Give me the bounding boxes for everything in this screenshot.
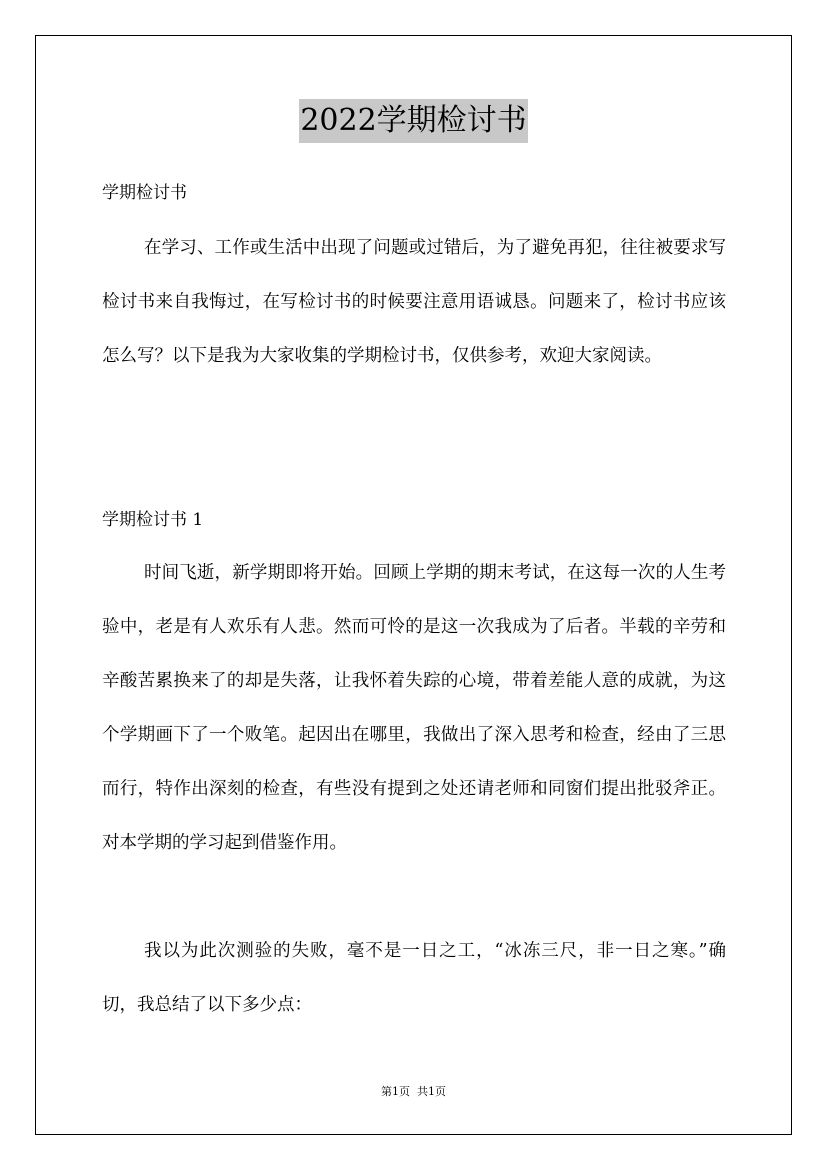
- section-paragraph-1: 时间飞逝，新学期即将开始。回顾上学期的期末考试，在这每一次的人生考验中，老是有人欢乐有人悲。然而可怜的是这一次我成为了后者。半载的辛劳和辛酸苦累换来了的却是失落，让我怀着失踪的心境，带着差能人意的成就，为这个学期画下了一个败笔。起因出在哪里，我做出了深入思考和检查，经由了三思而行，特作出深刻的检查，有些没有提到之处还请老师和同窗们提出批驳斧正。对本学期的学习起到借鉴作用。: [102, 563, 726, 853]
- section-heading: 学期检讨书 1: [102, 510, 204, 530]
- section-paragraph-2: 我以为此次测验的失败，毫不是一日之工，“冰冻三尺，非一日之寒。”确切，我总结了以下多少点：: [102, 941, 726, 1015]
- page-footer: 第1页 共1页: [381, 1085, 446, 1098]
- title-container: [0, 99, 827, 143]
- intro-heading: 学期检讨书: [102, 183, 187, 203]
- intro-paragraph: 在学习、工作或生活中出现了问题或过错后，为了避免再犯，往往被要求写检讨书来自我悔过，在写检讨书的时候要注意用语诚恳。问题来了，检讨书应该怎么写？以下是我为大家收集的学期检讨书，仅供参考，欢迎大家阅读。: [102, 238, 726, 366]
- document-title: 2022学期检讨书: [299, 99, 527, 143]
